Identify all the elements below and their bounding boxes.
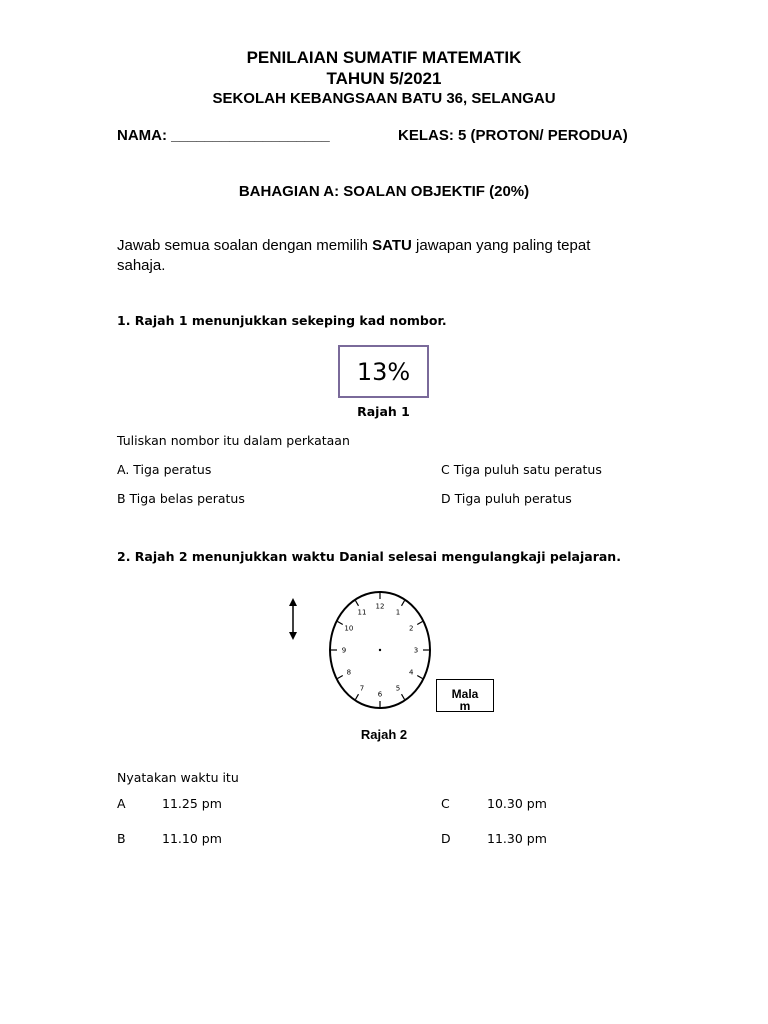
clock-tick bbox=[338, 676, 343, 679]
school-name: SEKOLAH KEBANGSAAN BATU 36, SELANGAU bbox=[212, 90, 556, 107]
malam-label-box bbox=[436, 679, 494, 712]
q2-stem: 2. Rajah 2 menunjukkan waktu Danial selesai mengulangkaji pelajaran. bbox=[117, 549, 621, 564]
exam-year: TAHUN 5/2021 bbox=[326, 69, 442, 88]
clock-tick bbox=[402, 694, 405, 699]
clock-number: 8 bbox=[346, 668, 352, 677]
clock-number: 3 bbox=[413, 646, 419, 655]
q2-option-c-value[interactable]: 10.30 pm bbox=[487, 796, 547, 811]
q1-option-a[interactable]: A. Tiga peratus bbox=[117, 462, 212, 477]
clock-icon bbox=[322, 585, 438, 715]
clock-tick bbox=[417, 676, 422, 679]
instruction-text bbox=[117, 237, 657, 254]
number-card-value: 13% bbox=[356, 357, 411, 386]
clock-tick bbox=[338, 622, 343, 625]
clock-number: 7 bbox=[359, 684, 365, 693]
clock-number: 12 bbox=[375, 602, 385, 611]
q2-option-a-value[interactable]: 11.25 pm bbox=[162, 796, 222, 811]
q1-prompt: Tuliskan nombor itu dalam perkataan bbox=[117, 433, 350, 448]
q2-option-b-letter[interactable]: B bbox=[117, 831, 126, 846]
clock-tick bbox=[356, 601, 359, 606]
q1-option-d[interactable]: D Tiga puluh peratus bbox=[441, 491, 572, 506]
double-arrow-icon bbox=[285, 598, 301, 640]
q2-option-d-value[interactable]: 11.30 pm bbox=[487, 831, 547, 846]
instruction-bold: SATU bbox=[372, 237, 412, 254]
instruction-line2: sahaja. bbox=[117, 257, 166, 274]
q2-option-c-letter[interactable]: C bbox=[441, 796, 450, 811]
q2-option-b-value[interactable]: 11.10 pm bbox=[162, 831, 222, 846]
q2-option-d-letter[interactable]: D bbox=[441, 831, 451, 846]
clock-center bbox=[379, 649, 381, 651]
exam-title: PENILAIAN SUMATIF MATEMATIK bbox=[246, 48, 522, 67]
clock-number: 11 bbox=[357, 608, 367, 617]
clock-number: 5 bbox=[395, 684, 401, 693]
q1-stem: 1. Rajah 1 menunjukkan sekeping kad nombor. bbox=[117, 313, 447, 328]
class-field-label: KELAS: 5 (PROTON/ PERODUA) bbox=[398, 127, 628, 144]
section-title: BAHAGIAN A: SOALAN OBJEKTIF (20%) bbox=[238, 183, 530, 200]
q2-prompt: Nyatakan waktu itu bbox=[117, 770, 239, 785]
figure-1-label: Rajah 1 bbox=[357, 404, 410, 419]
number-card bbox=[338, 345, 429, 398]
clock-tick bbox=[417, 622, 422, 625]
clock-number: 1 bbox=[395, 608, 401, 617]
instruction-post: jawapan yang paling tepat bbox=[411, 237, 591, 254]
name-field-label: NAMA: ___________________ bbox=[117, 127, 330, 144]
clock-number: 6 bbox=[377, 690, 383, 699]
clock-number: 4 bbox=[408, 668, 414, 677]
clock-number: 9 bbox=[341, 646, 347, 655]
q1-option-b[interactable]: B Tiga belas peratus bbox=[117, 491, 245, 506]
clock-number: 2 bbox=[408, 624, 414, 633]
clock-number: 10 bbox=[344, 624, 354, 633]
clock-tick bbox=[356, 694, 359, 699]
instruction-pre: Jawab semua soalan dengan memilih bbox=[117, 237, 373, 254]
q1-option-c[interactable]: C Tiga puluh satu peratus bbox=[441, 462, 602, 477]
clock-tick bbox=[402, 601, 405, 606]
malam-label: Malam bbox=[451, 687, 479, 712]
figure-2-label: Rajah 2 bbox=[360, 727, 408, 742]
q2-option-a-letter[interactable]: A bbox=[117, 796, 126, 811]
